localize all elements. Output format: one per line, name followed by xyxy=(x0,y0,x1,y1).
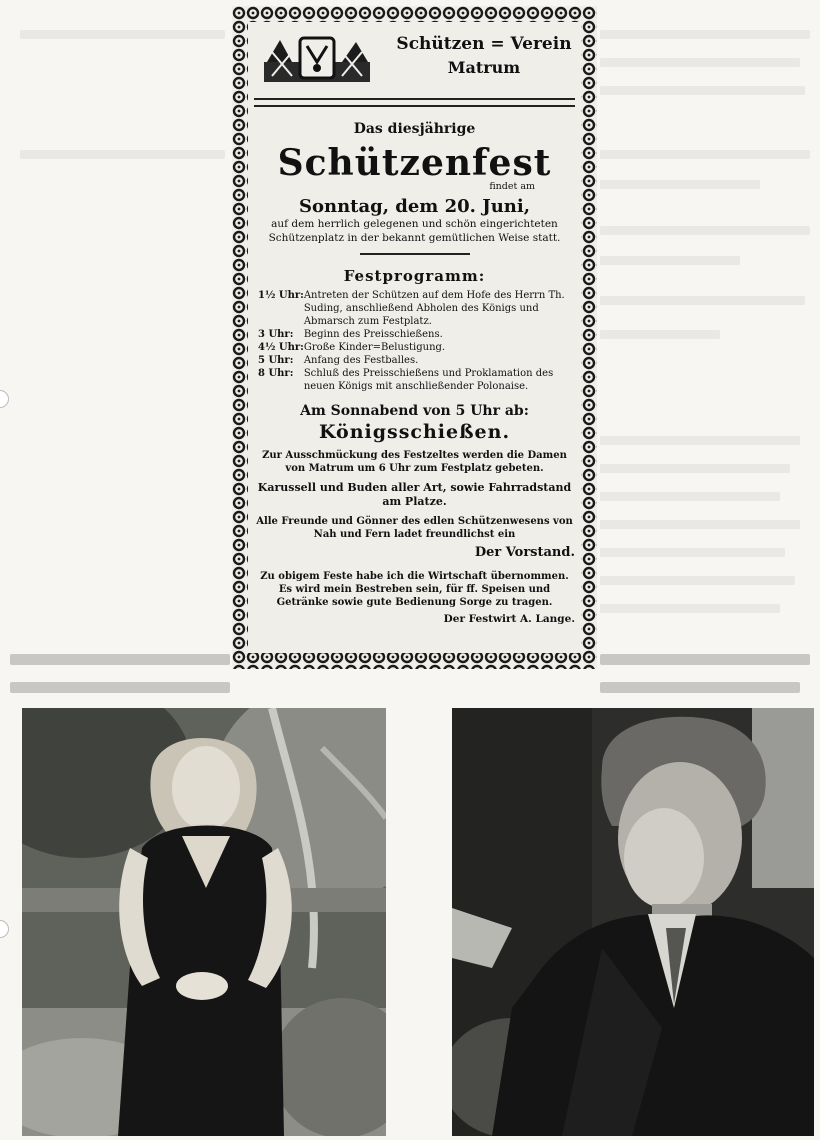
carousel-note: Karussell und Buden aller Art, sowie Fahrradstand am Platze. xyxy=(257,481,572,508)
program-time: 1½ Uhr: xyxy=(258,290,304,301)
program-time: 4½ Uhr: xyxy=(258,342,304,353)
short-divider xyxy=(360,253,470,255)
program-time: 8 Uhr: xyxy=(258,368,294,379)
program-item xyxy=(258,354,575,367)
club-name: Schützen = Verein xyxy=(396,34,572,54)
board-signature: Der Vorstand. xyxy=(474,545,575,560)
program-text: Große Kinder=Belustigung. xyxy=(303,342,446,353)
program-text: Beginn des Preisschießens. xyxy=(303,329,443,340)
saturday-note: Am Sonnabend von 5 Uhr ab: xyxy=(300,403,529,419)
poster-findet: findet am xyxy=(489,181,535,192)
program-text: Antreten der Schützen auf dem Hofe des Herrn Th. Suding, anschließend Abholen des Königs und Abmarsch zum Festplatz. xyxy=(303,290,565,327)
poster-title: Schützenfest xyxy=(277,142,552,184)
poster-location: auf dem herrlich gelegenen und schön eingerichteten Schützenplatz in der bekannt gemütlichen Weise statt. xyxy=(268,218,561,244)
program-item xyxy=(258,328,575,341)
photo-man xyxy=(452,708,814,1136)
host-note: Zu obigem Feste habe ich die Wirtschaft übernommen. Es wird mein Bestreben sein, für ff. Speisen und Getränke sowie gute Bedienung Sorge zu tragen. xyxy=(260,571,569,608)
program-text: Anfang des Festballes. xyxy=(303,355,419,366)
decoration-note: Zur Ausschmückung des Festzeltes werden die Damen von Matrum um 6 Uhr zum Festplatz gebeten. xyxy=(262,450,567,474)
poster-intro: Das diesjährige xyxy=(353,121,476,137)
invitation-text: Alle Freunde und Gönner des edlen Schützenwesens von Nah und Fern ladet freundlichst ein xyxy=(256,516,573,540)
program-heading: Festprogramm: xyxy=(343,267,486,285)
program-time: 3 Uhr: xyxy=(258,329,294,340)
host-signature: Der Festwirt A. Lange. xyxy=(443,613,575,625)
program-item xyxy=(258,367,575,393)
man-portrait-image xyxy=(452,708,814,1136)
program-item xyxy=(258,341,575,354)
woman-portrait-image xyxy=(22,708,386,1136)
program-item xyxy=(258,289,575,328)
king-shooting: Königsschießen. xyxy=(318,421,511,443)
program-list xyxy=(258,289,575,393)
festival-poster xyxy=(232,6,597,669)
poster-date: Sonntag, dem 20. Juni, xyxy=(298,196,530,217)
club-emblem-icon xyxy=(262,32,372,84)
club-place: Matrum xyxy=(447,58,521,77)
program-text: Schluß des Preisschießens und Proklamation des neuen Königs mit anschließender Polonaise. xyxy=(303,368,554,392)
photo-woman xyxy=(22,708,386,1136)
program-time: 5 Uhr: xyxy=(258,355,294,366)
header-divider xyxy=(254,98,575,107)
